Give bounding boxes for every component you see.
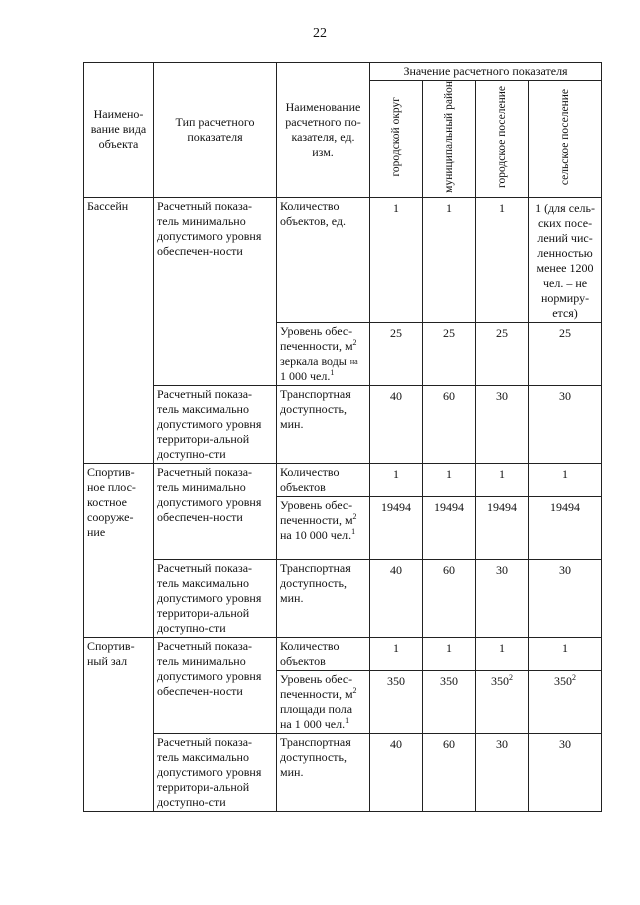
standards-table <box>83 62 602 812</box>
value-cell: 40 <box>370 385 423 463</box>
table-row <box>84 733 602 811</box>
indicator-type: Расчетный показа-тель максимально допустимого уровня территори-альной доступно-сти <box>154 385 277 463</box>
value-cell: 30 <box>476 733 529 811</box>
header-row <box>84 63 602 81</box>
value-cell: 30 <box>476 385 529 463</box>
value-cell: $350^2$ <box>529 670 602 733</box>
indicator-name: Транспортная доступность, мин. <box>277 559 370 637</box>
value-cell: 25 <box>423 322 476 385</box>
value-cell: 1 <box>423 197 476 322</box>
value-cell: 40 <box>370 559 423 637</box>
indicator-type: Расчетный показа-тель минимально допустимого уровня обеспечен-ности <box>154 463 277 559</box>
header-indicator-type: Тип расчетного показателя <box>154 63 277 198</box>
indicator-name: Транспортная доступность, мин. <box>277 733 370 811</box>
object-name-hall: Спортив-ный зал <box>84 637 154 811</box>
indicator-name: Уровень обес-печенности, $м^2$ на 10 000 чел.$^1$ <box>277 496 370 559</box>
indicator-name: Уровень обес-печенности, $м^2$ площади пола на 1 000 чел.$^1$ <box>277 670 370 733</box>
value-cell: 1 <box>529 463 602 496</box>
table-row <box>84 559 602 637</box>
value-cell: 1 <box>476 197 529 322</box>
table-row <box>84 385 602 463</box>
header-col-city: городской округ <box>370 81 423 198</box>
value-cell: 350 <box>370 670 423 733</box>
value-cell: 30 <box>529 733 602 811</box>
indicator-type: Расчетный показа-тель минимально допустимого уровня обеспечен-ности <box>154 637 277 733</box>
indicator-name: Транспортная доступность, мин. <box>277 385 370 463</box>
header-indicator-name: Наименование расчетного по-казателя, ед. изм. <box>277 63 370 198</box>
table-row <box>84 463 602 496</box>
value-cell: 1 <box>370 197 423 322</box>
header-value-group: Значение расчетного показателя <box>370 63 602 81</box>
value-cell: 19494 <box>476 496 529 559</box>
value-cell: 60 <box>423 385 476 463</box>
value-cell: $350^2$ <box>476 670 529 733</box>
value-cell: 1 <box>423 637 476 670</box>
value-cell: 19494 <box>423 496 476 559</box>
indicator-name: Количество объектов <box>277 637 370 670</box>
indicator-type: Расчетный показа-тель максимально допустимого уровня территори-альной доступно-сти <box>154 559 277 637</box>
value-cell: 1 <box>476 637 529 670</box>
value-cell: 1 <box>370 637 423 670</box>
indicator-name: Уровень обес-печенности, $м^2$ зеркала воды $^{на}$ 1 000 чел.$^1$ <box>277 322 370 385</box>
table-row <box>84 637 602 670</box>
value-cell: 40 <box>370 733 423 811</box>
indicator-name: Количество объектов <box>277 463 370 496</box>
header-col-rural: сельское поселение <box>529 81 602 198</box>
page-number: 22 <box>313 26 327 41</box>
value-cell: 30 <box>529 385 602 463</box>
value-cell: 19494 <box>529 496 602 559</box>
value-cell: 30 <box>476 559 529 637</box>
value-cell: 1 <box>476 463 529 496</box>
value-cell: 19494 <box>370 496 423 559</box>
value-cell: 60 <box>423 559 476 637</box>
indicator-type: Расчетный показа-тель максимально допустимого уровня территори-альной доступно-сти <box>154 733 277 811</box>
value-cell: 1 <box>370 463 423 496</box>
value-cell: 1 <box>529 637 602 670</box>
value-cell: 30 <box>529 559 602 637</box>
header-col-urban: городское поселение <box>476 81 529 198</box>
table-row <box>84 197 602 322</box>
value-cell: 25 <box>370 322 423 385</box>
object-name-pool: Бассейн <box>84 197 154 463</box>
value-cell: 25 <box>476 322 529 385</box>
indicator-type: Расчетный показа-тель минимально допустимого уровня обеспечен-ности <box>154 197 277 385</box>
header-col-district: муниципальный район <box>423 81 476 198</box>
value-cell: 25 <box>529 322 602 385</box>
value-cell: 1 (для сель-ских посе-лений чис-ленностью менее 1200 чел. – не нормиру-ется) <box>529 197 602 322</box>
value-cell: 350 <box>423 670 476 733</box>
indicator-name: Количество объектов, ед. <box>277 197 370 322</box>
object-name-flat: Спортив-ное плос-костное сооруже-ние <box>84 463 154 637</box>
header-object-type: Наимено-вание вида объекта <box>84 63 154 198</box>
value-cell: 60 <box>423 733 476 811</box>
value-cell: 1 <box>423 463 476 496</box>
